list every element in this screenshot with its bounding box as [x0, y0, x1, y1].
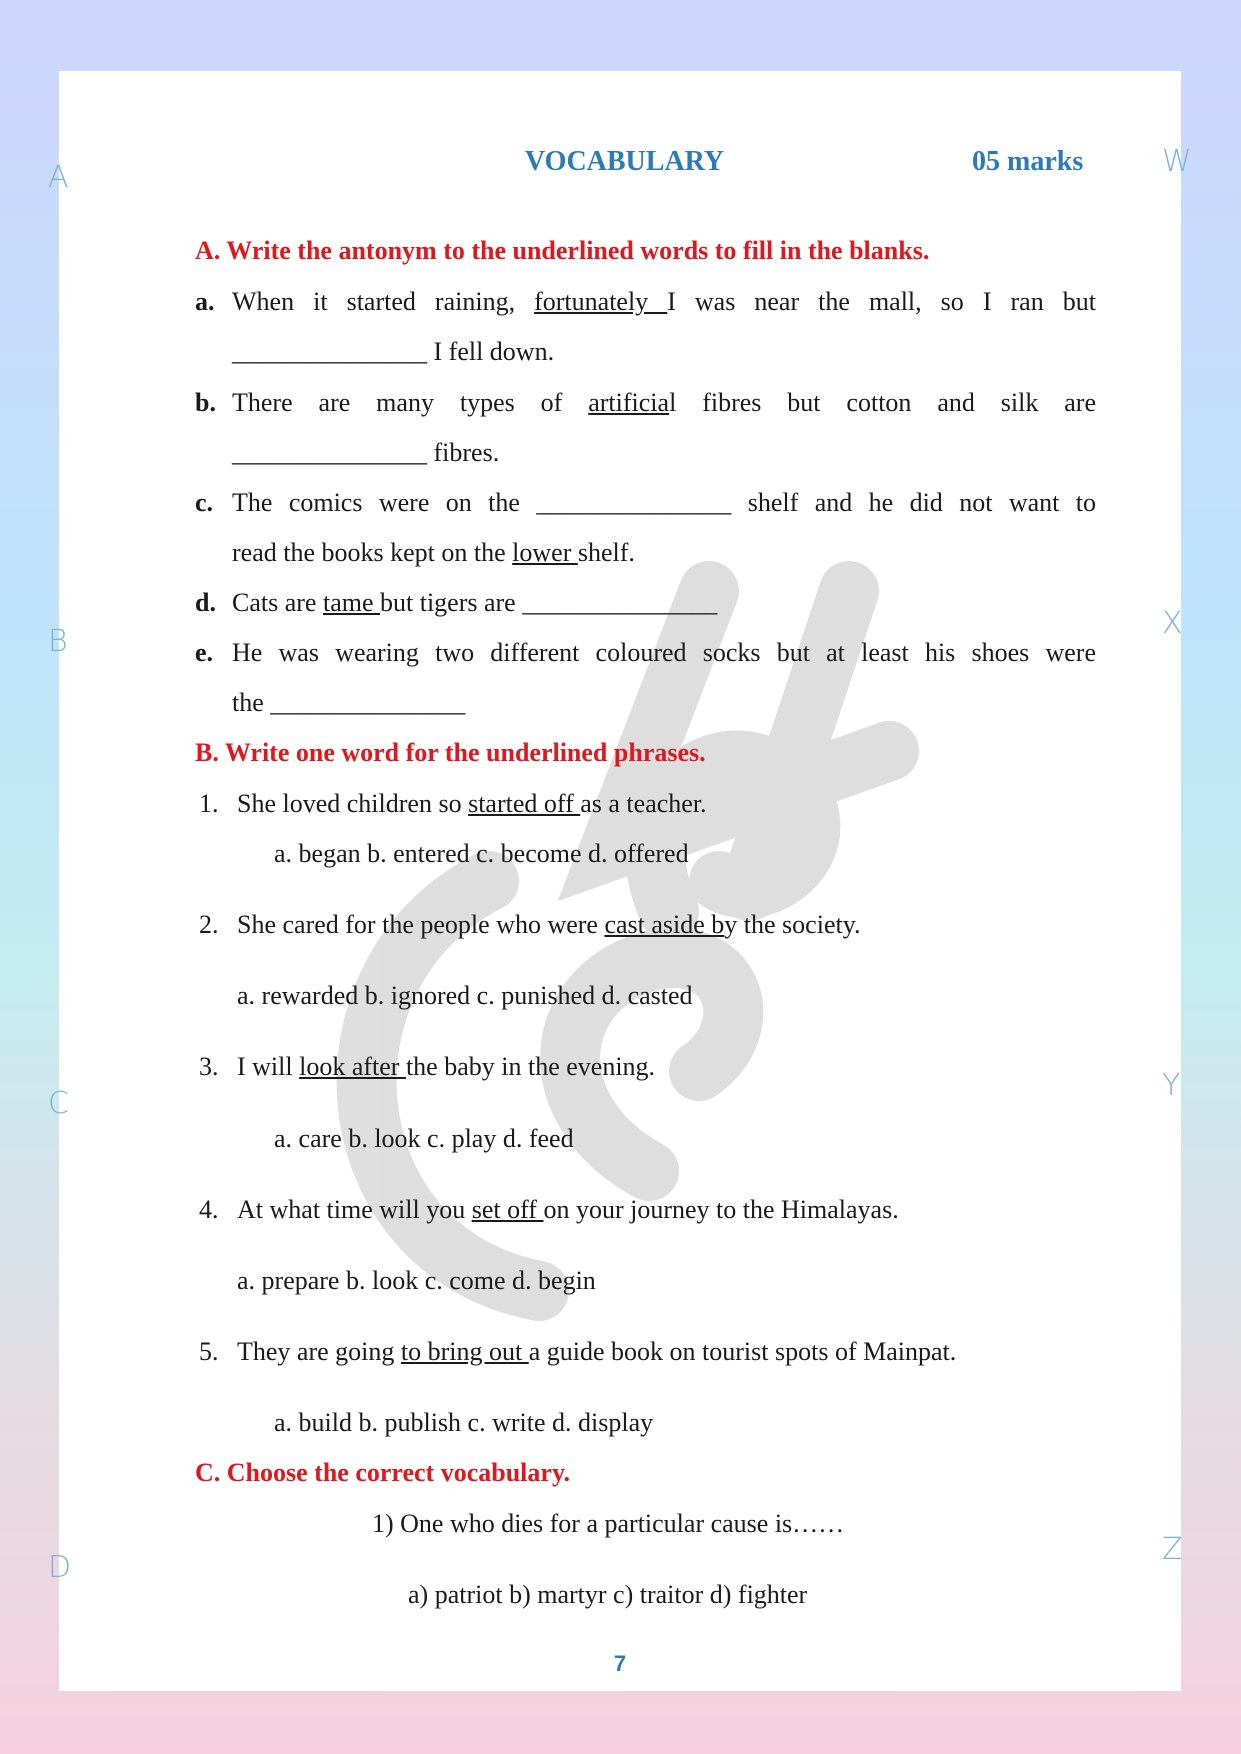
- page-number: 7: [613, 1651, 627, 1676]
- underlined-phrase: set off: [471, 1195, 544, 1224]
- question-5-text: They are going to bring out a guide book on tourist spots of Mainpat.: [237, 1337, 957, 1366]
- page-title: VOCABULARY: [525, 146, 725, 177]
- side-letter-w: W: [1162, 144, 1192, 179]
- underlined-word: tame: [322, 588, 380, 617]
- side-letter-x: X: [1162, 606, 1183, 641]
- question-3-options: a. care b. look c. play d. feed: [274, 1124, 574, 1153]
- item-e-line-1: He was wearing two different coloured socks but at least his shoes were: [232, 638, 1096, 667]
- question-3-number: 3.: [199, 1052, 219, 1081]
- question-4-number: 4.: [199, 1195, 219, 1224]
- section-c-heading: C. Choose the correct vocabulary.: [195, 1458, 571, 1487]
- question-2-options: a. rewarded b. ignored c. punished d. casted: [237, 981, 693, 1010]
- marks-label: 05 marks: [972, 146, 1084, 177]
- question-5-number: 5.: [199, 1337, 219, 1366]
- side-letter-d: D: [48, 1550, 72, 1585]
- question-2-text: She cared for the people who were cast aside by the society.: [237, 910, 861, 939]
- question-1-text: She loved children so started off as a teacher.: [237, 789, 707, 818]
- question-5-options: a. build b. publish c. write d. display: [274, 1408, 654, 1437]
- question-4-options: a. prepare b. look c. come d. begin: [237, 1266, 596, 1295]
- underlined-word: artificia: [588, 388, 670, 417]
- question-3-text: I will look after the baby in the evening.: [237, 1052, 656, 1081]
- question-2-number: 2.: [199, 910, 219, 939]
- underlined-phrase: cast aside b: [604, 910, 725, 939]
- item-a-line-2: _______________ I fell down.: [232, 337, 555, 366]
- section-b-heading: B. Write one word for the underlined phrases.: [195, 738, 706, 767]
- item-c-line-1: The comics were on the _______________ shelf and he did not want to: [232, 488, 1096, 517]
- section-a-heading: A. Write the antonym to the underlined words to fill in the blanks.: [195, 236, 930, 265]
- question-4-text: At what time will you set off on your journey to the Himalayas.: [237, 1195, 899, 1224]
- item-b-line-2: _______________ fibres.: [232, 438, 500, 467]
- item-e-line-2: the _______________: [232, 688, 466, 717]
- question-1-options: a. began b. entered c. become d. offered: [274, 839, 689, 868]
- side-letter-a: A: [48, 160, 69, 195]
- side-letter-b: B: [48, 624, 68, 659]
- underlined-phrase: look after: [299, 1052, 406, 1081]
- item-a-label: a.: [195, 287, 215, 316]
- section-c-question: 1) One who dies for a particular cause is……: [372, 1509, 845, 1538]
- underlined-phrase: to bring out: [400, 1337, 529, 1366]
- item-d-label: d.: [195, 588, 216, 617]
- underlined-word: lower: [512, 538, 578, 567]
- side-letter-z: Z: [1162, 1532, 1183, 1567]
- item-c-label: c.: [195, 488, 214, 517]
- item-a-line-1: When it started raining, fortunately I was near the mall, so I ran but: [232, 287, 1096, 316]
- underlined-word: fortunately: [534, 287, 668, 316]
- item-b-line-1: There are many types of artificial fibres but cotton and silk are: [232, 388, 1096, 417]
- question-1-number: 1.: [199, 789, 219, 818]
- side-letter-c: C: [48, 1086, 69, 1121]
- side-letter-y: Y: [1162, 1068, 1181, 1103]
- underlined-phrase: started off: [468, 789, 581, 818]
- item-e-label: e.: [195, 638, 214, 667]
- section-c-options: a) patriot b) martyr c) traitor d) fighter: [408, 1580, 808, 1609]
- item-b-label: b.: [195, 388, 216, 417]
- item-c-line-2: read the books kept on the lower shelf.: [232, 538, 635, 567]
- item-d-line-1: Cats are tame but tigers are _______________: [232, 588, 718, 617]
